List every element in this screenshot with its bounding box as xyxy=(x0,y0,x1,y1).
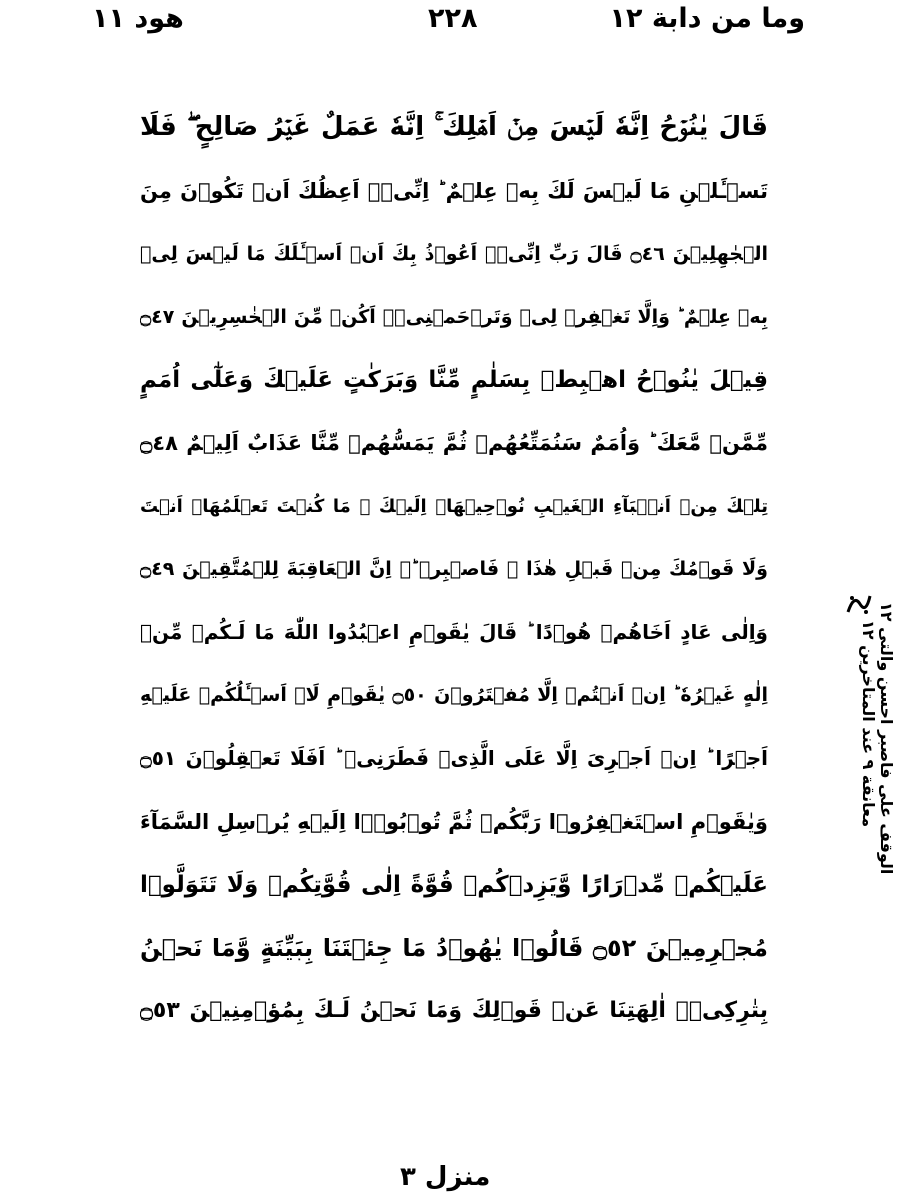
verse-line: تَسۡـَٔلۡنِ مَا لَيۡسَ لَكَ بِهٖ عِلۡمٌ ؕ اِنِّىۡۤ اَعِظُكَ اَنۡ تَكُوۡنَ مِنَ xyxy=(140,178,768,203)
margin-note-line-1: الوقف على فاصبر احسن والتى ١٢ xyxy=(877,602,896,875)
verse-line: وَلَا قَوۡمُكَ مِنۡ قَبۡلِ هٰذَا ۛ فَاصۡبِرۡ ؕۛ اِنَّ الۡعَاقِبَةَ لِلۡمُتَّقِيۡنَ ۝٤٩ xyxy=(140,558,768,581)
verse-line: عَلَيۡكُمۡ مِّدۡرَارًا وَّيَزِدۡكُمۡ قُوَّةً اِلٰى قُوَّتِكُمۡ وَلَا تَتَوَلَّوۡا xyxy=(140,871,768,898)
verse-line: اِلٰهٍ غَيۡرُهٗ ؕ اِنۡ اَنۡتُمۡ اِلَّا مُفۡتَرُوۡنَ ۝٥٠ يٰقَوۡمِ لَاۤ اَسۡـَٔلُكُمۡ عَلَيۡهِ xyxy=(140,684,768,707)
verse-line: بِهٖ عِلۡمٌ ؕ وَاِلَّا تَغۡفِرۡ لِىۡ وَتَرۡحَمۡنِىۡۤ اَكُنۡ مِّنَ الۡخٰسِرِيۡنَ ۝٤٧ xyxy=(140,305,768,328)
verse-line: اَجۡرًا ؕ اِنۡ اَجۡرِىَ اِلَّا عَلَى الَّذِىۡ فَطَرَنِىۡ ؕ اَفَلَا تَعۡقِلُوۡنَ ۝٥١ xyxy=(140,746,768,771)
verse-line: مُجۡرِمِيۡنَ ۝٥٢ قَالُوۡا يٰهُوۡدُ مَا جِئۡتَنَا بِبَيِّنَةٍ وَّمَا نَحۡنُ xyxy=(140,933,768,962)
margin-symbol-icon xyxy=(844,590,874,618)
juz-name-header: وما من دابة ١٢ xyxy=(609,3,805,34)
verse-line: وَاِلٰى عَادٍ اَخَاهُمۡ هُوۡدًا ؕ قَالَ يٰقَوۡمِ اعۡبُدُوا اللّٰهَ مَا لَـكُمۡ مِّنۡ xyxy=(140,620,768,645)
verse-line: قِيۡلَ يٰنُوۡحُ اهۡبِطۡ بِسَلٰمٍ مِّنَّا وَبَرَكٰتٍ عَلَيۡكَ وَعَلٰٓى اُمَمٍ xyxy=(140,366,768,393)
margin-note-line-2: معانقة ٩ عند المتاخرين ١٢ xyxy=(859,620,878,828)
verse-text-block xyxy=(140,96,768,1106)
verse-line: مِّمَّنۡ مَّعَكَ ؕ وَاُمَمٌ سَنُمَتِّعُهُمۡ ثُمَّ يَمَسُّهُمۡ مِّنَّا عَذَابٌ اَلِيۡمٌ ۝٤٨ xyxy=(140,431,768,456)
manzil-footer-label: منزل ٣ xyxy=(400,1162,491,1192)
verse-line: تِلۡكَ مِنۡ اَنۡۢبَآءِ الۡغَيۡبِ نُوۡحِيۡهَاۤ اِلَيۡكَ ۚ مَا كُنۡتَ تَعۡلَمُهَاۤ اَنۡتَ xyxy=(140,495,768,517)
verse-line: قَالَ يٰنُوۡحُ اِنَّهٗ لَيۡسَ مِنۡ اَهۡلِكَ ۚ اِنَّهٗ عَمَلٌ غَيۡرُ صَالِحٍ ۖ فَلَا xyxy=(140,112,768,143)
verse-line: وَيٰقَوۡمِ اسۡتَغۡفِرُوۡا رَبَّكُمۡ ثُمَّ تُوۡبُوۡۤا اِلَيۡهِ يُرۡسِلِ السَّمَآءَ xyxy=(140,809,768,834)
page-number: ٢٢٨ xyxy=(428,3,478,34)
margin-note xyxy=(840,590,900,875)
verse-line: بِتٰرِكِىۡۤ اٰلِهَتِنَا عَنۡ قَوۡلِكَ وَمَا نَحۡنُ لَـكَ بِمُؤۡمِنِيۡنَ ۝٥٣ xyxy=(140,998,768,1024)
surah-name-header: هود ١١ xyxy=(92,3,184,34)
verse-line: الۡجٰهِلِيۡنَ ۝٤٦ قَالَ رَبِّ اِنِّىۡۤ اَعُوۡذُ بِكَ اَنۡ اَسۡـَٔلَكَ مَا لَيۡسَ لِىۡ xyxy=(140,242,768,265)
